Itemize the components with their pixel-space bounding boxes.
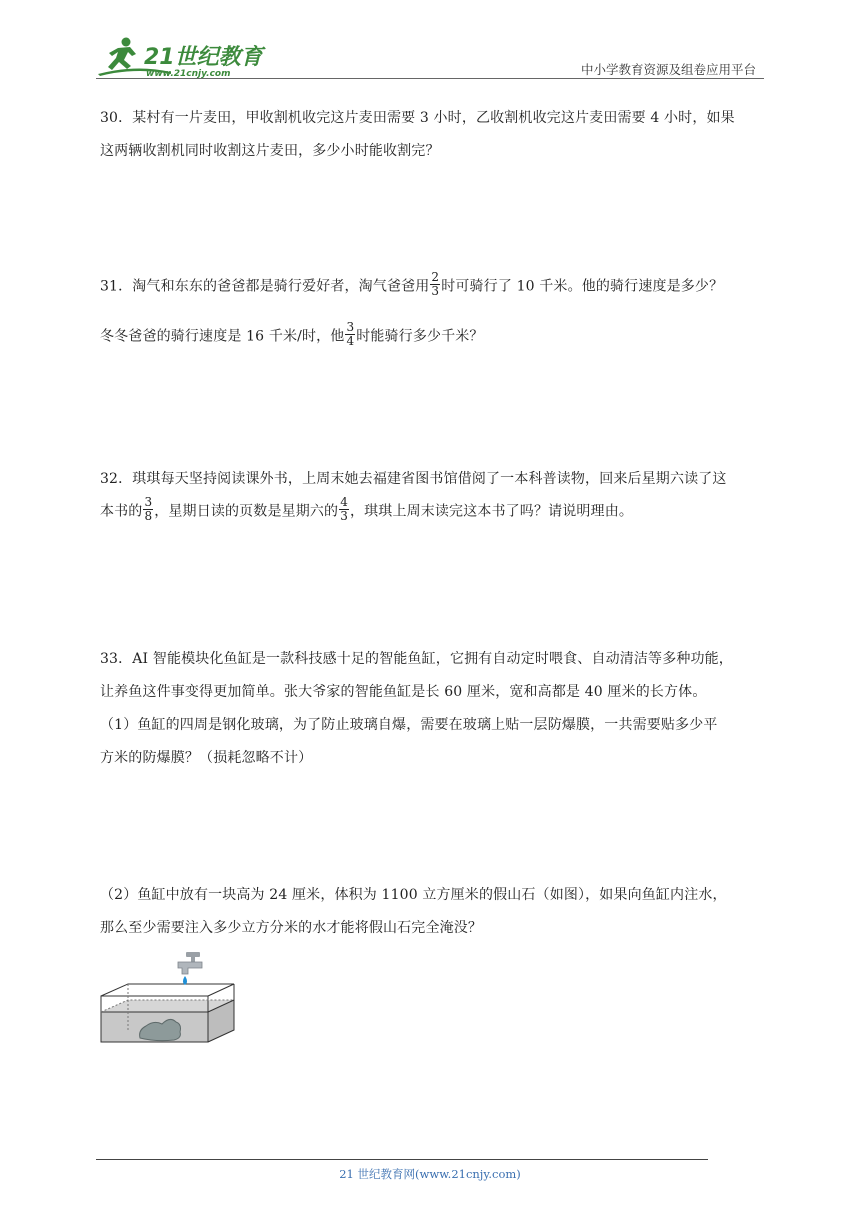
footer-site-link[interactable]: 21 世纪教育网(www.21cnjy.com) — [339, 1167, 521, 1181]
fraction: $\frac{3}{8}$ — [144, 495, 153, 523]
q33-part2-line-2: 那么至少需要注入多少立方分米的水才能将假山石完全淹没？ — [100, 920, 483, 936]
header-divider — [96, 78, 764, 79]
faucet-icon — [178, 952, 202, 985]
q33-line-2: 让养鱼这件事变得更加简单。张大爷家的智能鱼缸是长 60 厘米，宽和高都是 40 厘米的长方体。 — [100, 684, 707, 700]
q32-text-a: 本书的 — [100, 503, 143, 520]
logo-wordmark: 21世纪教育 — [144, 45, 263, 70]
tank-top-back — [101, 984, 234, 996]
fish-tank-diagram — [98, 950, 244, 1046]
fraction: $\frac{3}{4}$ — [346, 320, 355, 348]
q30-line-2: 这两辆收割机同时收割这片麦田，多少小时能收割完？ — [100, 143, 440, 159]
q30-line-1: 30．某村有一片麦田，甲收割机收完这片麦田需要 3 小时，乙收割机收完这片麦田需要 4 小时，如果 — [100, 110, 735, 126]
logo-url: www.21cnjy.com — [146, 69, 231, 79]
q31-text-c: 冬冬爸爸的骑行速度是 16 千米/时，他 — [100, 328, 345, 345]
q31-text-d: 时能骑行多少千米？ — [356, 328, 484, 345]
q32-line-1: 32．琪琪每天坚持阅读课外书，上周末她去福建省图书馆借阅了一本科普读物，回来后星期六读了这 — [100, 471, 727, 487]
platform-name: 中小学教育资源及组卷应用平台 — [580, 62, 756, 77]
q33-part1-line-2: 方米的防爆膜？（损耗忽略不计） — [100, 750, 313, 766]
fraction: $\frac{4}{3}$ — [340, 495, 348, 523]
q31-text-b: 时可骑行了 10 千米。他的骑行速度是多少？ — [441, 278, 724, 295]
fraction: $\frac{2}{3}$ — [431, 270, 440, 298]
q31-line-2 — [100, 320, 484, 350]
site-logo — [96, 34, 266, 80]
q32-line-2 — [100, 495, 633, 525]
q31-text-a: 31．淘气和东东的爸爸都是骑行爱好者，淘气爸爸用 — [100, 278, 430, 295]
q32-text-c: ，琪琪上周末读完这本书了吗？请说明理由。 — [350, 503, 633, 520]
q33-part1-line-1: （1）鱼缸的四周是钢化玻璃，为了防止玻璃自爆，需要在玻璃上贴一层防爆膜，一共需要贴多少平 — [100, 717, 718, 733]
q32-text-b: ，星期日读的页数是星期六的 — [154, 503, 339, 520]
q31-line-1 — [100, 270, 724, 300]
footer-divider — [96, 1159, 708, 1160]
q33-part2-line-1: （2）鱼缸中放有一块高为 24 厘米，体积为 1100 立方厘米的假山石（如图），如果向鱼缸内注水， — [100, 887, 727, 903]
q33-line-1: 33．AI 智能模块化鱼缸是一款科技感十足的智能鱼缸，它拥有自动定时喂食、自动清洁等多种功能， — [100, 651, 733, 667]
